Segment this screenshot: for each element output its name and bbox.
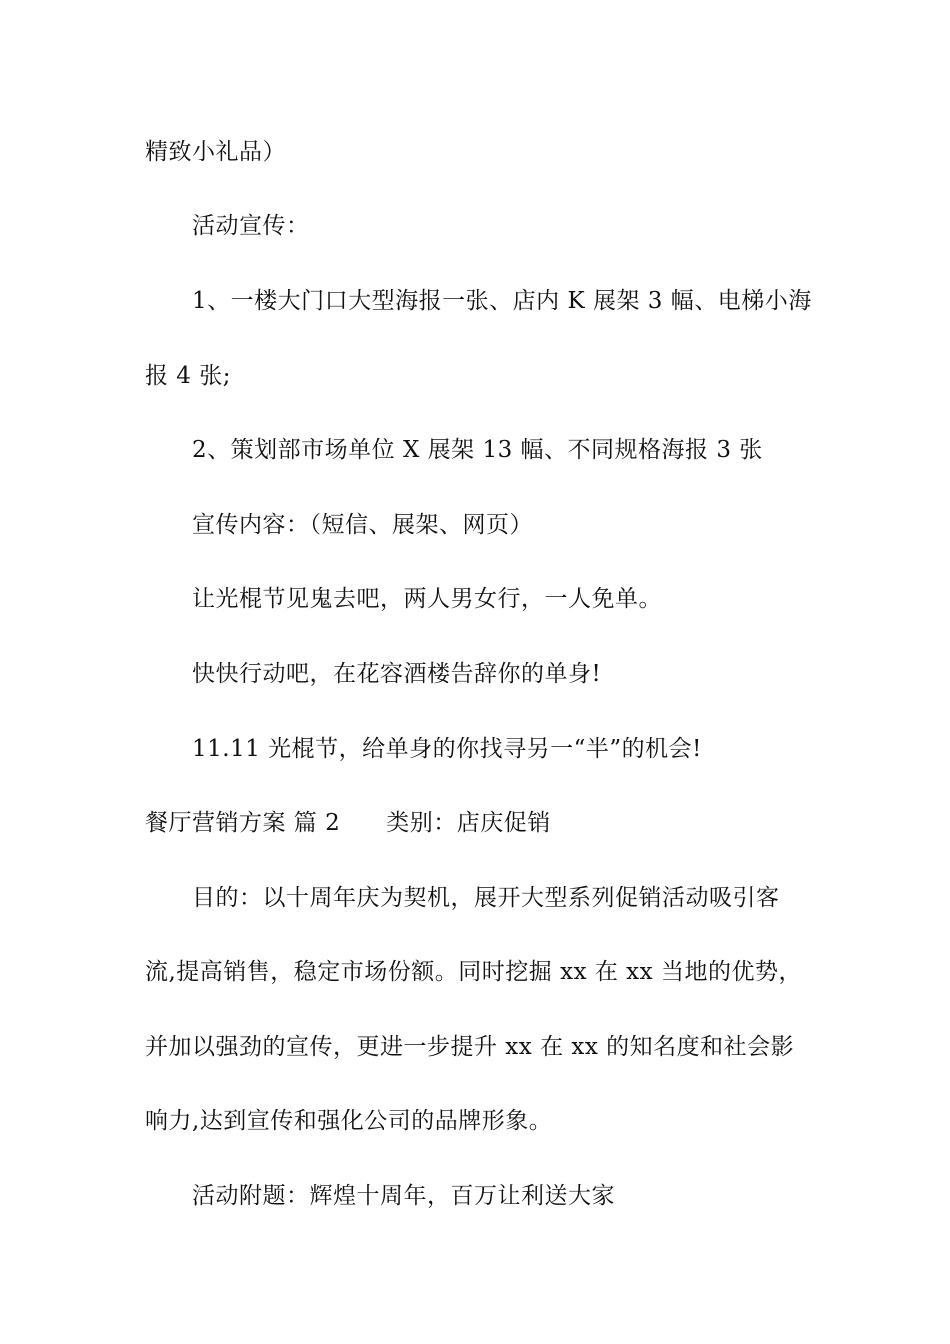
- text-line: 让光棍节见鬼去吧，两人男女行，一人免单。: [192, 586, 662, 612]
- text-line: 活动宣传：: [192, 213, 310, 239]
- text-line: 并加以强劲的宣传，更进一步提升 xx 在 xx 的知名度和社会影: [145, 1034, 795, 1060]
- section-category: 类别：店庆促销: [386, 810, 551, 836]
- text-line: 宣传内容：（短信、展架、网页）: [192, 512, 533, 538]
- section-heading: [145, 808, 551, 838]
- text-line: 2、策划部市场单位 X 展架 13 幅、不同规格海报 3 张: [192, 437, 763, 463]
- text-line: 精致小礼品）: [145, 139, 286, 165]
- text-line: 报 4 张;: [145, 363, 232, 389]
- section-title: 餐厅营销方案 篇 2: [145, 810, 341, 836]
- text-line: 快快行动吧，在花容酒楼告辞你的单身!: [192, 661, 602, 687]
- text-line: 目的：以十周年庆为契机，展开大型系列促销活动吸引客: [192, 885, 780, 911]
- text-line: 11.11 光棍节，给单身的你找寻另一“半”的机会!: [192, 736, 702, 762]
- text-line: 1、一楼大门口大型海报一张、店内 K 展架 3 幅、电梯小海: [192, 288, 812, 314]
- text-line: 活动附题：辉煌十周年，百万让利送大家: [192, 1183, 615, 1209]
- text-line: 响力,达到宣传和强化公司的品牌形象。: [145, 1108, 553, 1134]
- text-line: 流,提高销售，稳定市场份额。同时挖掘 xx 在 xx 当地的优势，: [145, 959, 802, 985]
